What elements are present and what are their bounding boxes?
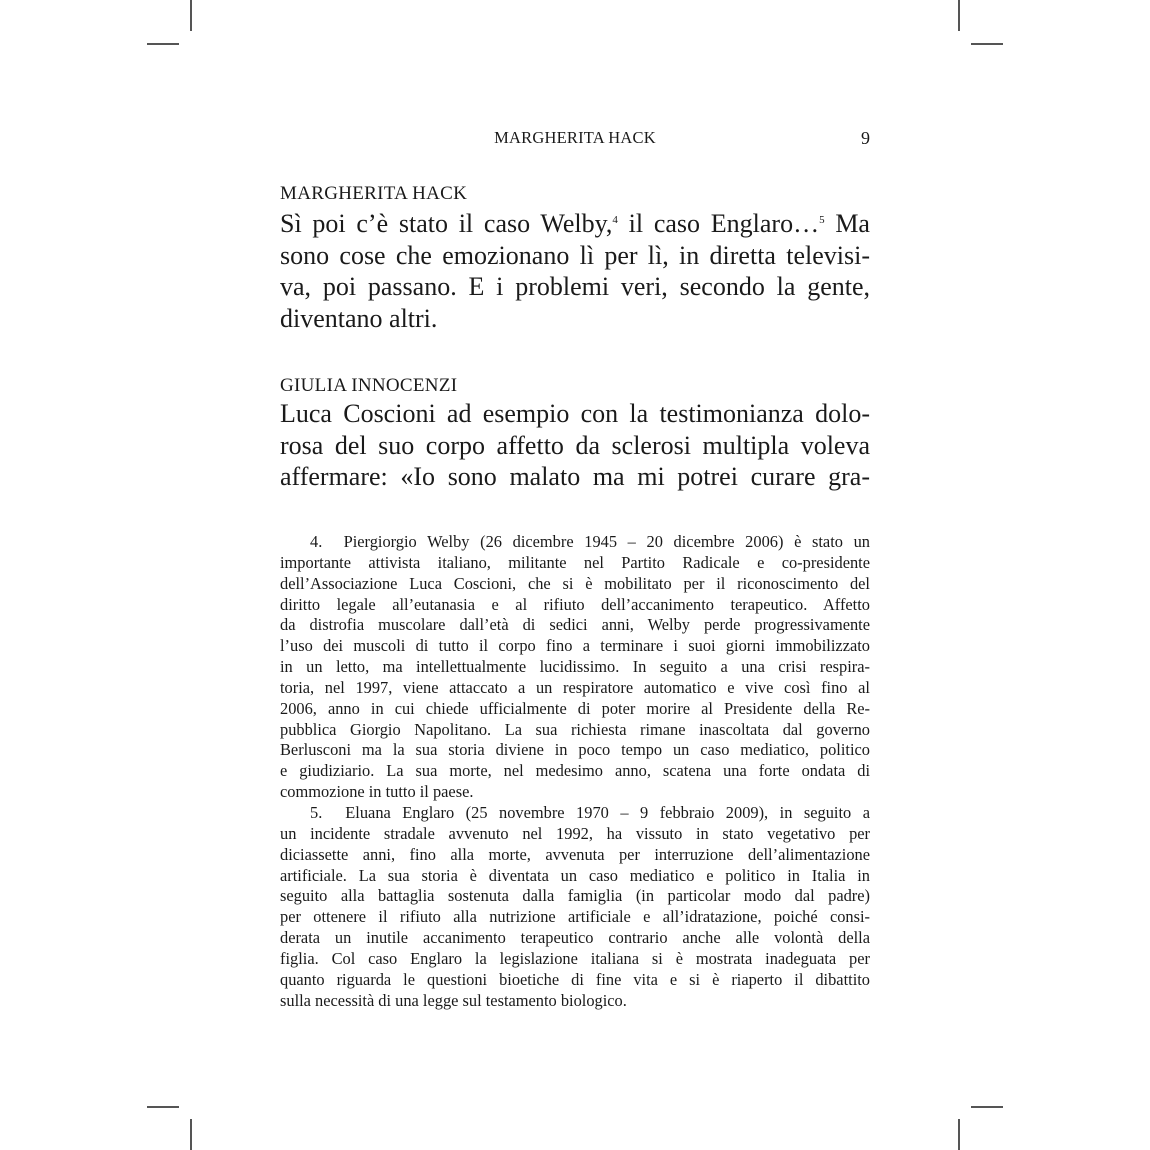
footnote-line: figlia. Col caso Englaro la legislazione italiana si è mostrata inadeguata per: [280, 948, 870, 968]
footnote-line: [280, 803, 870, 824]
footnote-line: artificiale. La sua storia è diventata un caso mediatico e politico in Italia in: [280, 865, 870, 885]
footnote-line: sulla necessità di una legge sul testamento biologico.: [280, 990, 627, 1010]
speech-line: affermare: «Io sono malato ma mi potrei curare gra-: [280, 462, 870, 491]
footnote-4: [280, 532, 870, 803]
footnote-line: commozione in tutto il paese.: [280, 782, 474, 802]
footnote-line: dell’Associazione Luca Coscioni, che si è mobilitato per il riconoscimento del: [280, 573, 870, 593]
speech-line: rosa del suo corpo affetto da sclerosi multipla voleva: [280, 430, 870, 460]
footnote-line: da distrofia muscolare dall’età di sedici anni, Welby perde progressivamente: [280, 615, 870, 635]
crop-mark-top-left-horizontal: [147, 43, 179, 45]
speech-line: sono cose che emozionano lì per lì, in diretta televisi-: [280, 240, 870, 270]
footnote-line: seguito alla battaglia sostenuta dalla famiglia (in particolar modo dal padre): [280, 886, 870, 906]
footnote-text: Piergiorgio Welby (26 dicembre 1945 – 20 dicembre 2006) è stato un: [343, 532, 870, 551]
crop-mark-top-right-vertical: [958, 0, 960, 31]
speech-text: il caso Englaro…: [617, 209, 820, 238]
speech-text: Ma: [824, 209, 870, 238]
footnote-line: quanto riguarda le questioni bioetiche di fine vita e si è riaperto il dibattito: [280, 969, 870, 989]
running-head-title: MARGHERITA HACK: [494, 128, 656, 147]
speech-line: va, poi passano. E i problemi veri, secondo la gente,: [280, 272, 870, 301]
crop-mark-top-right-horizontal: [971, 43, 1003, 45]
footnote-line: per ottenere il rifiuto alla nutrizione artificiale e all’idratazione, poiché consi-: [280, 907, 870, 927]
page-number: 9: [861, 128, 870, 148]
speech-text: Sì poi c’è stato il caso Welby,: [280, 209, 613, 238]
speech-block: [280, 208, 870, 334]
speech-line: Luca Coscioni ad esempio con la testimonianza dolo-: [280, 399, 870, 428]
footnote-line: [280, 532, 870, 553]
footnote-line: Berlusconi ma la sua storia diviene in poco tempo un caso mediatico, politico: [280, 740, 870, 760]
footnote-line: pubblica Giorgio Napolitano. La sua richiesta rimane inascoltata dal governo: [280, 719, 870, 739]
crop-mark-bottom-right-vertical: [958, 1119, 960, 1150]
footnote-line: diciassette anni, fino alla morte, avvenuta per interruzione dell’alimentazione: [280, 844, 870, 864]
footnote-line: e giudiziario. La sua morte, nel medesimo anno, scatena una forte ondata di: [280, 761, 870, 781]
footnote-ref-5[interactable]: 5: [819, 214, 825, 226]
footnote-line: diritto legale all’eutanasia e al rifiuto dell’accanimento terapeutico. Affetto: [280, 594, 870, 614]
footnote-text: Eluana Englaro (25 novembre 1970 – 9 febbraio 2009), in seguito a: [345, 802, 870, 822]
crop-mark-bottom-left-horizontal: [147, 1106, 179, 1108]
speaker-name: GIULIA INNOCENZI: [280, 375, 458, 396]
speech-block: [280, 398, 870, 493]
footnote-ref-4[interactable]: 4: [612, 214, 618, 226]
footnotes: [280, 532, 870, 1011]
footnote-number: 5.: [310, 802, 323, 822]
footnote-line: 2006, anno in cui chiede ufficialmente di poter morire al Presidente della Re-: [280, 698, 870, 718]
crop-mark-bottom-right-horizontal: [971, 1106, 1003, 1108]
footnote-line: importante attivista italiano, militante nel Partito Radicale e co-presidente: [280, 552, 870, 572]
running-head: [280, 128, 870, 150]
footnote-5: [280, 803, 870, 1011]
footnote-number: 4.: [310, 532, 323, 551]
speech-line: diventano altri.: [280, 303, 438, 333]
footnote-line: in un letto, ma intellettualmente lucidissimo. In seguito a una crisi respira-: [280, 657, 870, 677]
footnote-line: toria, nel 1997, viene attaccato a un respiratore automatico e vive così fino al: [280, 677, 870, 697]
crop-mark-bottom-left-vertical: [190, 1119, 192, 1150]
footnote-line: derata un inutile accanimento terapeutico contrario anche alle volontà della: [280, 928, 870, 948]
speech-line: [280, 208, 870, 240]
speaker-name: MARGHERITA HACK: [280, 183, 468, 204]
footnote-line: l’uso dei muscoli di tutto il corpo fino a terminare i suoi giorni immobilizzato: [280, 636, 870, 656]
crop-mark-top-left-vertical: [190, 0, 192, 31]
footnote-line: un incidente stradale avvenuto nel 1992, ha vissuto in stato vegetativo per: [280, 823, 870, 843]
